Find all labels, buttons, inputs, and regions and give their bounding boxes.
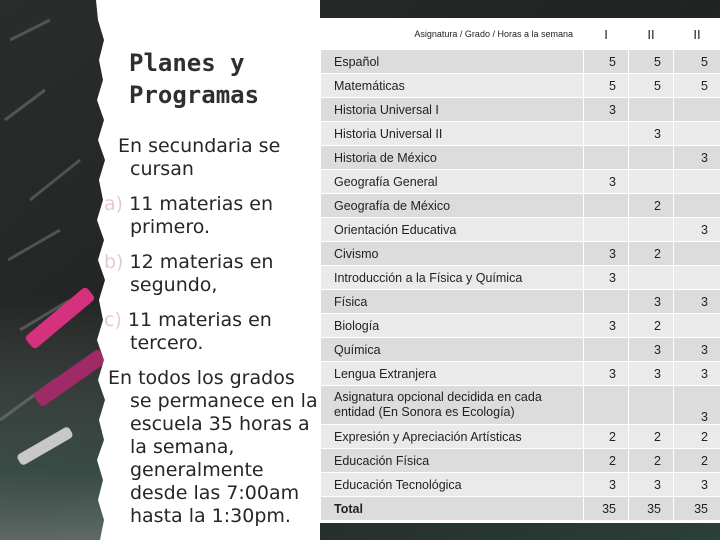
table-row (321, 314, 720, 338)
grade-3-hours-cell: 3 (674, 290, 720, 314)
grade-3-hours-cell: 35 (674, 497, 720, 521)
table-row (321, 362, 720, 386)
grade-3-hours-cell: 5 (674, 74, 720, 98)
subject-cell: Expresión y Apreciación Artísticas (321, 425, 584, 449)
grade-3-hours-cell: 3 (674, 338, 720, 362)
title-line-2: Programas (129, 81, 260, 109)
subject-cell: Orientación Educativa (321, 218, 584, 242)
list-item-text: 11 materias en tercero. (127, 309, 272, 354)
grade-1-hours-cell (584, 290, 629, 314)
grade-1-hours-cell: 3 (584, 98, 629, 122)
grade-2-hours-cell: 2 (629, 194, 674, 218)
curriculum-table (320, 18, 720, 521)
grade-2-hours-cell: 2 (629, 242, 674, 266)
table-row (321, 386, 720, 425)
grade-1-hours-cell: 2 (584, 425, 629, 449)
grade-1-hours-cell (584, 146, 629, 170)
subject-cell: Educación Tecnológica (321, 473, 584, 497)
table-header-row (321, 19, 720, 50)
list-item-text: 12 materias en segundo, (129, 251, 274, 296)
grade-1-hours-cell: 3 (584, 266, 629, 290)
grade-1-hours-cell: 3 (584, 473, 629, 497)
subject-cell: Educación Física (321, 449, 584, 473)
grade-1-hours-cell (584, 386, 629, 425)
subject-cell: Geografía General (321, 170, 584, 194)
table-row (321, 218, 720, 242)
grade-1-hours-cell: 3 (584, 170, 629, 194)
grade-3-hours-cell: 3 (674, 218, 720, 242)
grade-2-hours-cell: 3 (629, 338, 674, 362)
subject-cell: Matemáticas (321, 74, 584, 98)
grade-1-hours-cell (584, 218, 629, 242)
table-row (321, 194, 720, 218)
grade-2-hours-cell (629, 266, 674, 290)
grade-2-hours-cell: 5 (629, 50, 674, 74)
list-item-text: 11 materias en primero. (129, 193, 274, 238)
subject-cell: Química (321, 338, 584, 362)
grade-1-hours-cell (584, 194, 629, 218)
table-row (321, 338, 720, 362)
grade-3-hours-cell (674, 314, 720, 338)
grade-2-hours-cell (629, 170, 674, 194)
table-row (321, 50, 720, 74)
table-row (321, 122, 720, 146)
grade-2-hours-cell (629, 218, 674, 242)
table-body (321, 50, 720, 521)
subject-cell: Civismo (321, 242, 584, 266)
curriculum-table-panel (320, 18, 720, 523)
table-row (321, 266, 720, 290)
table-row (321, 242, 720, 266)
title-line-1: Planes y (129, 49, 245, 77)
grade-2-hours-cell: 35 (629, 497, 674, 521)
grade-3-hours-cell: 2 (674, 425, 720, 449)
grade-1-hours-cell: 2 (584, 449, 629, 473)
column-header-grade-1: I (584, 19, 629, 50)
table-row (321, 170, 720, 194)
subject-cell: Total (321, 497, 584, 521)
bullet-label: c) (104, 309, 122, 331)
grade-3-hours-cell: 3 (674, 146, 720, 170)
grade-2-hours-cell (629, 98, 674, 122)
grade-1-hours-cell: 3 (584, 242, 629, 266)
intro-text: En secundaria se cursan (118, 135, 281, 180)
list-item (104, 193, 319, 239)
slide-body (104, 135, 319, 528)
grade-2-hours-cell: 2 (629, 449, 674, 473)
table-row (321, 473, 720, 497)
grade-3-hours-cell: 3 (674, 473, 720, 497)
grade-1-hours-cell (584, 338, 629, 362)
subject-cell: Geografía de México (321, 194, 584, 218)
grade-2-hours-cell: 5 (629, 74, 674, 98)
list-item (104, 309, 319, 355)
table-row-total (321, 497, 720, 521)
table-row (321, 425, 720, 449)
column-header-grade-3: II (674, 19, 720, 50)
grade-2-hours-cell (629, 386, 674, 425)
slide-title (129, 47, 319, 111)
grade-1-hours-cell (584, 122, 629, 146)
grade-2-hours-cell: 2 (629, 425, 674, 449)
subject-cell: Historia de México (321, 146, 584, 170)
grade-3-hours-cell (674, 122, 720, 146)
grade-3-hours-cell: 2 (674, 449, 720, 473)
grade-2-hours-cell: 3 (629, 473, 674, 497)
grade-2-hours-cell: 3 (629, 290, 674, 314)
grade-1-hours-cell: 5 (584, 50, 629, 74)
grade-3-hours-cell: 3 (674, 362, 720, 386)
grade-3-hours-cell (674, 194, 720, 218)
subject-cell: Introducción a la Física y Química (321, 266, 584, 290)
grade-3-hours-cell: 3 (674, 386, 720, 425)
subject-cell: Biología (321, 314, 584, 338)
table-row (321, 146, 720, 170)
grade-3-hours-cell (674, 98, 720, 122)
subject-cell: Historia Universal II (321, 122, 584, 146)
subject-cell: Español (321, 50, 584, 74)
grade-1-hours-cell: 5 (584, 74, 629, 98)
grade-1-hours-cell: 3 (584, 362, 629, 386)
list-item (104, 251, 319, 297)
grade-3-hours-cell (674, 242, 720, 266)
table-row (321, 449, 720, 473)
table-row (321, 98, 720, 122)
grade-3-hours-cell (674, 170, 720, 194)
grade-2-hours-cell (629, 146, 674, 170)
grade-2-hours-cell: 3 (629, 362, 674, 386)
subject-cell: Lengua Extranjera (321, 362, 584, 386)
closing-text: En todos los grados se permanece en la escuela 35 horas a la semana, generalmente desde las 7:00am hasta la 1:30pm. (108, 367, 318, 527)
bullet-label: a) (104, 193, 124, 215)
grade-3-hours-cell (674, 266, 720, 290)
grade-2-hours-cell: 3 (629, 122, 674, 146)
table-row (321, 74, 720, 98)
column-header-grade-2: II (629, 19, 674, 50)
table-row (321, 290, 720, 314)
subject-cell: Historia Universal I (321, 98, 584, 122)
grade-1-hours-cell: 35 (584, 497, 629, 521)
grade-3-hours-cell: 5 (674, 50, 720, 74)
grade-2-hours-cell: 2 (629, 314, 674, 338)
column-header-subject: Asignatura / Grado / Horas a la semana (321, 19, 584, 50)
subject-cell: Física (321, 290, 584, 314)
subject-cell: Asignatura opcional decidida en cada entidad (En Sonora es Ecología) (321, 386, 584, 425)
bullet-label: b) (104, 251, 124, 273)
grade-1-hours-cell: 3 (584, 314, 629, 338)
